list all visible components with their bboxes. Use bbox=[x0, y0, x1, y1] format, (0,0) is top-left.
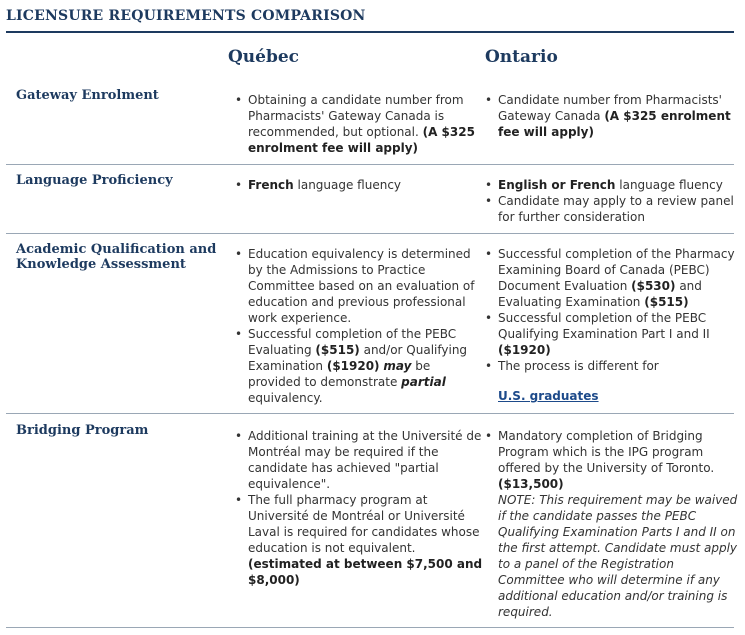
quebec-language-cell bbox=[232, 177, 484, 193]
row-divider bbox=[6, 164, 734, 165]
page-title: LICENSURE REQUIREMENTS COMPARISON bbox=[6, 8, 366, 24]
list-item: • Successful completion of the PEBC Qualifying Examination Part I and II ($1920) bbox=[482, 310, 738, 358]
column-header-ontario: Ontario bbox=[485, 47, 558, 67]
list-item: • Successful completion of the PEBC Evaluating ($515) and/or Qualifying Examination ($1920) may be provided to demonstrate partial equivalency. bbox=[232, 326, 486, 406]
column-header-quebec: Québec bbox=[228, 47, 300, 67]
list-item: • Mandatory completion of Bridging Program which is the IPG program offered by the University of Toronto. ($13,500) NOTE: This requirement may be waived if the candidate passes the PEBC Qualifying Examination Parts I and II on the first attempt. Candidate must apply to a panel of the Registration Committee who will determine if any additional education and/or training is required. bbox=[482, 428, 738, 620]
ontario-language-cell bbox=[482, 177, 738, 225]
list-item: • Candidate may apply to a review panel for further consideration bbox=[482, 193, 738, 225]
row-label-line: Knowledge Assessment bbox=[16, 257, 186, 272]
row-label-language-proficiency: Language Proficiency bbox=[16, 173, 173, 188]
list-item: • The process is different for bbox=[482, 358, 738, 374]
list-item: • Additional training at the Université de Montréal may be required if the candidate has achieved "partial equivalence". bbox=[232, 428, 486, 492]
row-label-academic-qualification bbox=[16, 242, 216, 272]
list-item: • Candidate number from Pharmacists' Gateway Canada (A $325 enrolment fee will apply) bbox=[482, 92, 738, 140]
row-label-bridging-program: Bridging Program bbox=[16, 423, 149, 438]
list-item bbox=[482, 374, 738, 404]
list-item: • French language fluency bbox=[232, 177, 484, 193]
ontario-academic-cell bbox=[482, 246, 738, 404]
quebec-academic-cell bbox=[232, 246, 486, 406]
quebec-bridging-cell bbox=[232, 428, 486, 588]
list-item: • The full pharmacy program at Université de Montréal or Université Laval is required for candidates whose education is not equivalent. (estimated at between $7,500 and $8,000) bbox=[232, 492, 486, 588]
list-item: • Education equivalency is determined by the Admissions to Practice Committee based on an evaluation of education and previous professional work experience. bbox=[232, 246, 486, 326]
row-label-gateway-enrolment: Gateway Enrolment bbox=[16, 88, 159, 103]
title-divider bbox=[6, 31, 734, 33]
row-divider bbox=[6, 233, 734, 234]
list-item: • Obtaining a candidate number from Pharmacists' Gateway Canada is recommended, but optional. (A $325 enrolment fee will apply) bbox=[232, 92, 484, 156]
quebec-gateway-cell bbox=[232, 92, 484, 156]
list-item: • English or French language fluency bbox=[482, 177, 738, 193]
ontario-gateway-cell bbox=[482, 92, 738, 140]
row-divider bbox=[6, 627, 734, 628]
list-item: • Successful completion of the Pharmacy Examining Board of Canada (PEBC) Document Evaluation ($530) and Evaluating Examination ($515) bbox=[482, 246, 738, 310]
us-graduates-link[interactable]: U.S. graduates bbox=[498, 389, 599, 403]
row-divider bbox=[6, 413, 734, 414]
ontario-bridging-cell bbox=[482, 428, 738, 620]
row-label-line: Academic Qualification and bbox=[16, 242, 217, 257]
